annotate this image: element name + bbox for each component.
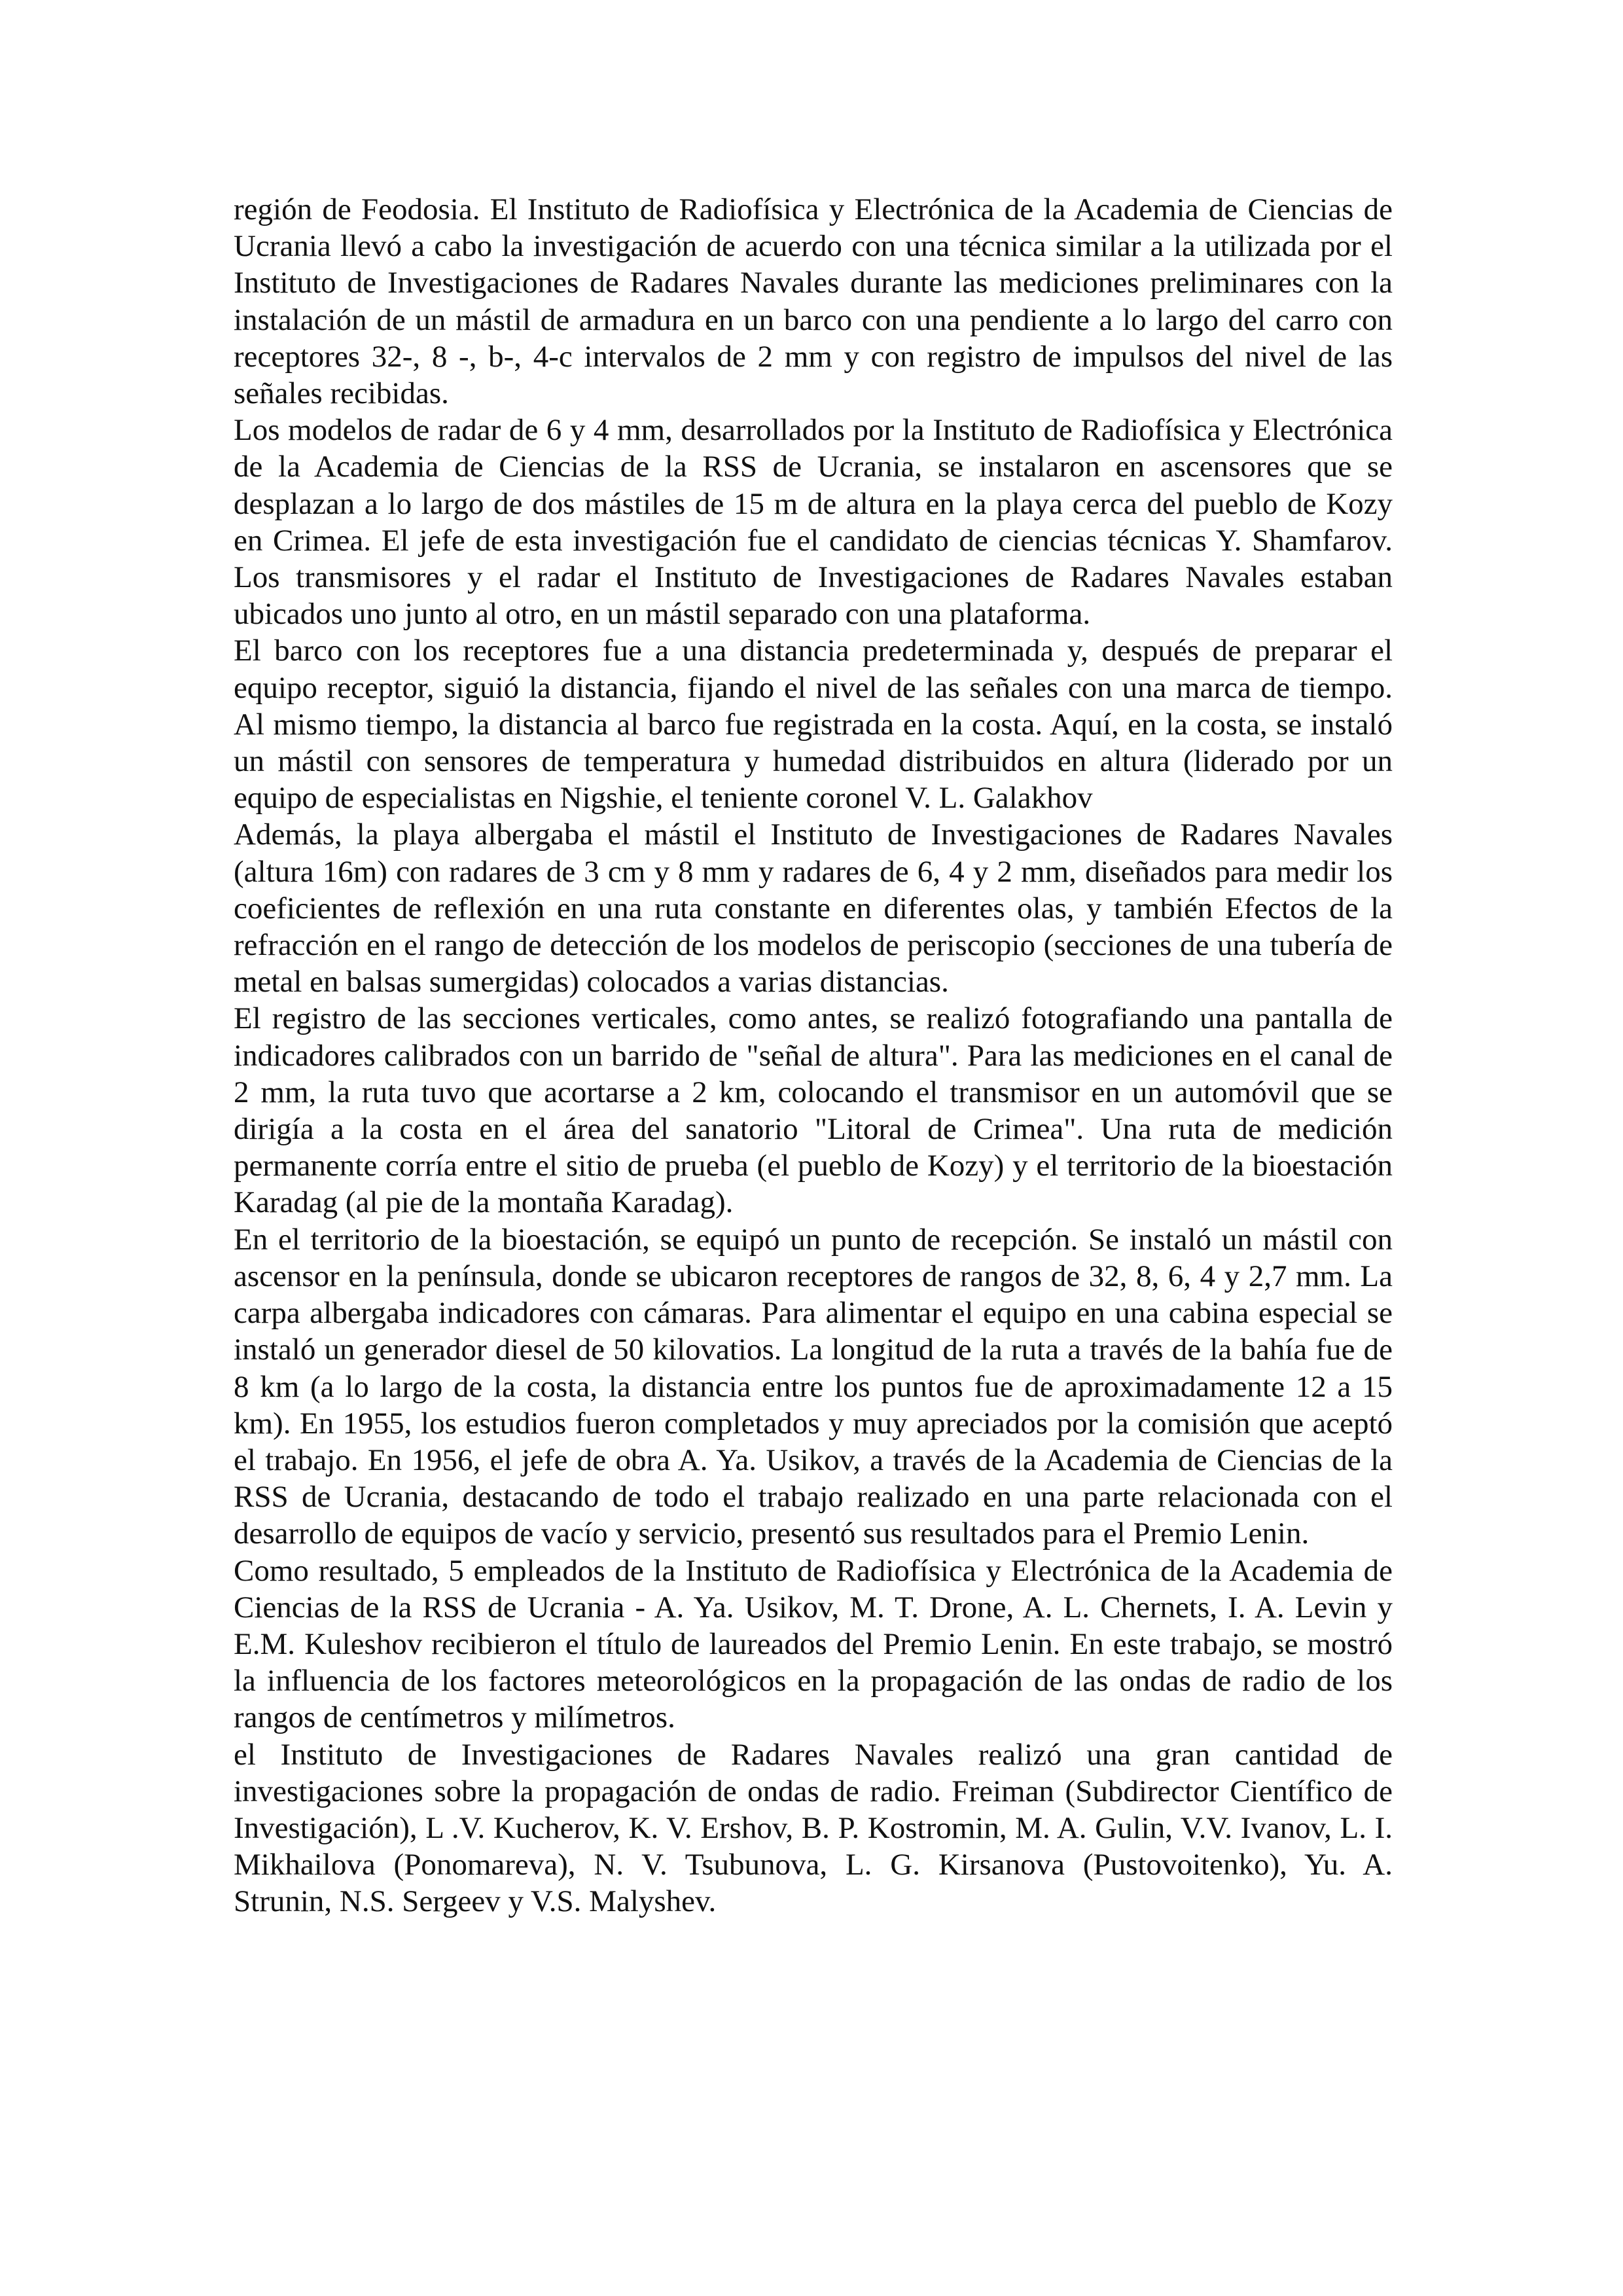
paragraph-5: El registro de las secciones verticales, como antes, se realizó fotografiando una pantalla de indicadores calibrados con un barrido de "señal de altura". Para las mediciones en el canal de 2 mm, la ruta tuvo que acortarse a 2 km, colocando el transmisor en un automóvil que se dirigía a la costa en el área del sanatorio "Litoral de Crimea". Una ruta de medición permanente corría entre el sitio de prueba (el pueblo de Kozy) y el territorio de la bioestación Karadag (al pie de la montaña Karadag).	[234, 1001, 1393, 1220]
paragraph-7: Como resultado, 5 empleados de la Instituto de Radiofísica y Electrónica de la Academia de Ciencias de la RSS de Ucrania - A. Ya. Usikov, M. T. Drone, A. L. Chernets, I. A. Levin y E.M. Kuleshov recibieron el título de laureados del Premio Lenin. En este trabajo, se mostró la influencia de los factores meteorológicos en la propagación de las ondas de radio de los rangos de centímetros y milímetros.	[234, 1553, 1393, 1735]
paragraph-3: El barco con los receptores fue a una distancia predeterminada y, después de preparar el equipo receptor, siguió la distancia, fijando el nivel de las señales con una marca de tiempo. Al mismo tiempo, la distancia al barco fue registrada en la costa. Aquí, en la costa, se instaló un mástil con sensores de temperatura y humedad distribuidos en altura (liderado por un equipo de especialistas en Nigshie, el teniente coronel V. L. Galakhov	[234, 634, 1393, 816]
paragraph-2: Los modelos de radar de 6 y 4 mm, desarrollados por la Instituto de Radiofísica y Electrónica de la Academia de Ciencias de la RSS de Ucrania, se instalaron en ascensores que se desplazan a lo largo de dos mástiles de 15 m de altura en la playa cerca del pueblo de Kozy en Crimea. El jefe de esta investigación fue el candidato de ciencias técnicas Y. Shamfarov. Los transmisores y el radar el Instituto de Investigaciones de Radares Navales estaban ubicados uno junto al otro, en un mástil separado con una plataforma.	[234, 413, 1393, 632]
paragraph-1: región de Feodosia. El Instituto de Radiofísica y Electrónica de la Academia de Ciencias de Ucrania llevó a cabo la investigación de acuerdo con una técnica similar a la utilizada por el Instituto de Investigaciones de Radares Navales durante las mediciones preliminares con la instalación de un mástil de armadura en un barco con una pendiente a lo largo del carro con receptores 32-, 8 -, b-, 4-c intervalos de 2 mm y con registro de impulsos del nivel de las señales recibidas.	[234, 192, 1393, 411]
paragraph-4: Además, la playa albergaba el mástil el Instituto de Investigaciones de Radares Navales (altura 16m) con radares de 3 cm y 8 mm y radares de 6, 4 y 2 mm, diseñados para medir los coeficientes de reflexión en una ruta constante en diferentes olas, y también Efectos de la refracción en el rango de detección de los modelos de periscopio (secciones de una tubería de metal en balsas sumergidas) colocados a varias distancias.	[234, 817, 1393, 999]
paragraph-6: En el territorio de la bioestación, se equipó un punto de recepción. Se instaló un mástil con ascensor en la península, donde se ubicaron receptores de rangos de 32, 8, 6, 4 y 2,7 mm. La carpa albergaba indicadores con cámaras. Para alimentar el equipo en una cabina especial se instaló un generador diesel de 50 kilovatios. La longitud de la ruta a través de la bahía fue de 8 km (a lo largo de la costa, la distancia entre los puntos fue de aproximadamente 12 a 15 km). En 1955, los estudios fueron completados y muy apreciados por la comisión que aceptó el trabajo. En 1956, el jefe de obra A. Ya. Usikov, a través de la Academia de Ciencias de la RSS de Ucrania, destacando de todo el trabajo realizado en una parte relacionada con el desarrollo de equipos de vacío y servicio, presentó sus resultados para el Premio Lenin.	[234, 1222, 1393, 1551]
body-text	[234, 191, 1393, 1920]
paragraph-8: el Instituto de Investigaciones de Radares Navales realizó una gran cantidad de investigaciones sobre la propagación de ondas de radio. Freiman (Subdirector Científico de Investigación), L .V. Kucherov, K. V. Ershov, B. P. Kostromin, M. A. Gulin, V.V. Ivanov, L. I. Mikhailova (Ponomareva), N. V. Tsubunova, L. G. Kirsanova (Pustovoitenko), Yu. A. Strunin, N.S. Sergeev y V.S. Malyshev.	[234, 1737, 1393, 1919]
